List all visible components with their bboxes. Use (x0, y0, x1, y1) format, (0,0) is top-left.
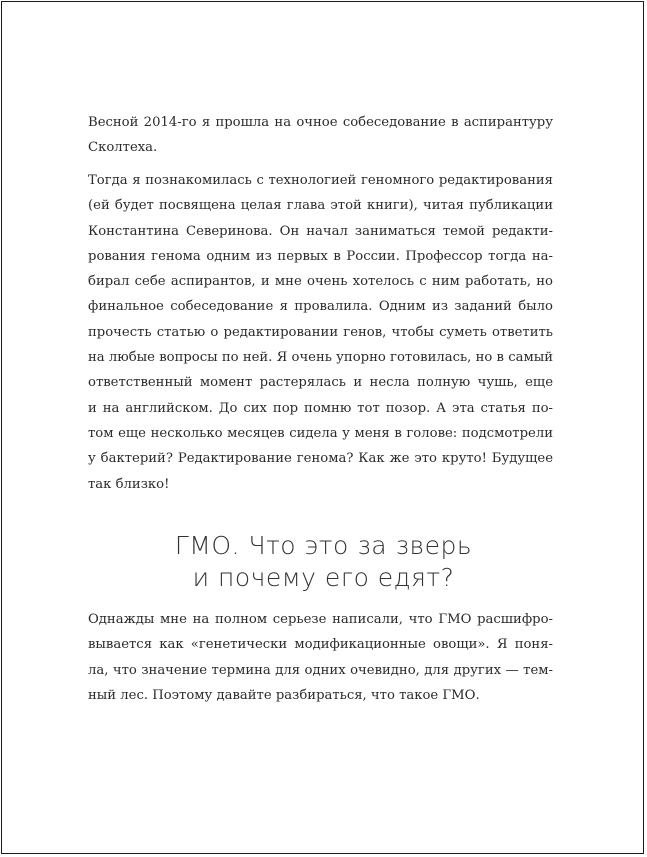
text-line: вывается как «генетически модификационные овощи». Я поня- (88, 637, 553, 653)
text-line: (ей будет посвящена целая глава этой книги), читая публикации (88, 198, 553, 214)
paragraph-gmo (88, 607, 553, 708)
text-line: бирал себе аспирантов, и мне очень хотелось с ним работать, но (88, 274, 553, 290)
text-line: на любые вопросы по ней. Я очень упорно готовилась, но в самый (88, 350, 553, 366)
text-line: Однажды мне на полном серьезе написали, что ГМО расшифро- (88, 612, 553, 627)
text-line: финальное собеседование я провалила. Одним из заданий было (88, 299, 553, 315)
text-line: ла, что значение термина для одних очевидно, для других — тем- (88, 662, 553, 678)
heading-line: и почему его едят? (192, 563, 455, 592)
heading-line: ГМО. Что это за зверь (174, 531, 473, 560)
text-line: Тогда я познакомилась с технологией геномного редактирования (88, 173, 553, 188)
text-line: Весной 2014-го я прошла на очное собеседование в аспирантуру (88, 115, 553, 130)
paragraph-intro (88, 110, 553, 161)
text-line: Константина Северинова. Он начал заниматься темой редакти- (88, 223, 553, 239)
text-line: том еще несколько месяцев сидела у меня в голове: подсмотрели (88, 425, 553, 441)
section-heading (2, 530, 645, 594)
text-line: Сколтеха. (88, 140, 158, 156)
text-line: ответственный момент растерялась и несла полную чушь, еще (88, 375, 553, 391)
text-line: так близко! (88, 476, 170, 492)
paragraph-story (88, 168, 553, 497)
text-line: рования генома одним из первых в России. Профессор тогда на- (88, 248, 553, 264)
text-line: прочесть статью о редактировании генов, чтобы суметь ответить (88, 324, 553, 340)
text-line: и на английском. До сих пор помню тот позор. А эта статья по- (88, 400, 553, 416)
text-line: ный лес. Поэтому давайте разбираться, что такое ГМО. (88, 687, 480, 703)
book-page (1, 1, 644, 854)
text-line: у бактерий? Редактирование генома? Как же это круто! Будущее (88, 451, 553, 467)
